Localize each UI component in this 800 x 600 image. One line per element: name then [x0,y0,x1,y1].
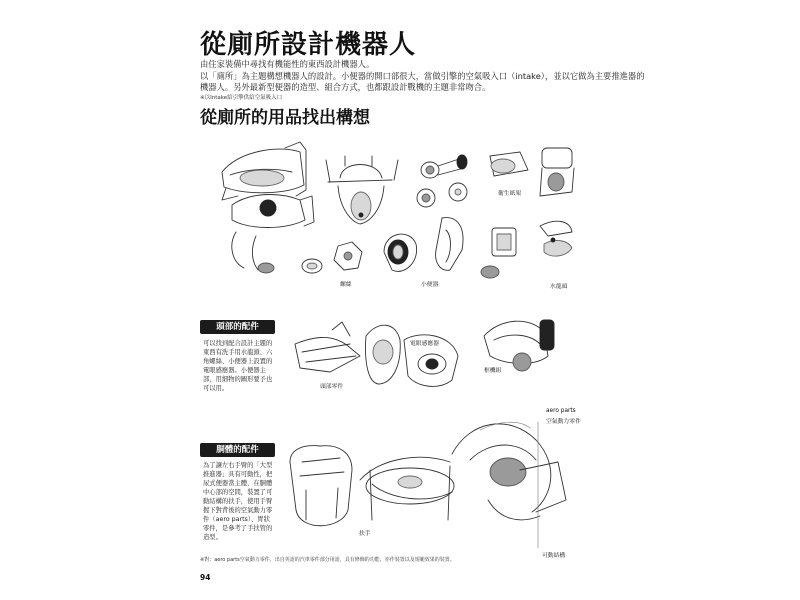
desc-line: 造型。 [203,534,222,541]
caption-head-parts: 頭部零件 [320,384,344,390]
caption-toilet-paper: 衛生紙架 [498,191,522,197]
intro-line: 機器人。另外最新型便器的造型、組合方式，也都跟設計戰機的主題非常吻合。 [200,82,491,92]
caption-aero-parts-en: aero parts [546,408,576,414]
caption-urinal: 小便器 [421,282,439,288]
section-desc-head [203,339,273,393]
page-number: 94 [200,573,211,582]
sketch-mask [384,234,417,271]
section-title: 從廁所的用品找出構想 [200,108,370,128]
desc-line: 中心部的空間，裝置了可 [203,489,273,496]
desc-line: 推進器」具有可動性，把 [203,471,273,478]
caption-handrail: 扶手 [359,531,371,537]
intro-line: 由住家裝備中尋找有機能性的東西設計機器人。 [200,59,375,69]
sketch-box-faucet [492,221,572,256]
desc-line: 電眼感應器。小便器主 [203,367,266,374]
section-label-head: 頭部的配件 [200,320,275,334]
caption-movable-nozzle: 可動結構 [542,553,566,559]
sketch-hose [417,155,467,207]
intro-note: ※以Intake給引擎供給空氣吸入口 [200,94,283,101]
desc-line: 尿式便器當主體，在胴體 [203,480,273,487]
sketch-screw [302,242,362,273]
desc-line: 東西有洗手用水龍頭、六 [203,349,273,356]
sketch-robot-body [326,156,398,224]
caption-screw: 螺絲 [340,282,352,288]
desc-line: 零件，是參考了手扶管的 [203,525,273,532]
caption-sensor: 電眼感應器 [410,341,439,347]
sketch-head-parts [295,320,554,386]
desc-line: 握下對背後的空氣動力零 [203,507,273,514]
sketch-arm-lower [232,195,314,273]
section-desc-body [203,461,273,542]
caption-faucet: 水龍頭 [550,284,568,290]
desc-line: 為了讓左右手臂的「大型 [203,462,273,469]
desc-line: 角螺絲、小便器上設置的 [203,358,273,365]
intro-line: 以「廁所」為主題構想機器人的設計。小便器的開口部很大，當做引擎的空氣吸入口（intake），並以它做為主要推進器的 [200,70,645,81]
desc-line: 件（aero parts）、胃狀 [203,516,270,523]
section-label-body: 胴體的配件 [200,443,275,457]
footnote: ※對：aero parts空氣動力零件，出自英語的汽車零件部分用語，具有修飾的功能、亦作裝置以及規範效果的裝置。 [200,557,455,563]
sketch-urinal [436,218,499,278]
sketch-intake-machine [222,142,306,200]
desc-line: 可以找到配合設計主題的 [203,340,273,347]
page-title: 從廁所設計機器人 [200,30,417,60]
desc-line: 可以用。 [203,385,229,392]
sketch-body-parts [290,422,566,548]
desc-line: 動結構的扶手，使用手臂 [203,498,273,505]
desc-line: 部，用細物的圖形要予也 [203,376,273,383]
caption-aero-parts-zh: 空氣動力零件 [546,419,581,425]
caption-hinge: 框機組 [484,368,502,374]
